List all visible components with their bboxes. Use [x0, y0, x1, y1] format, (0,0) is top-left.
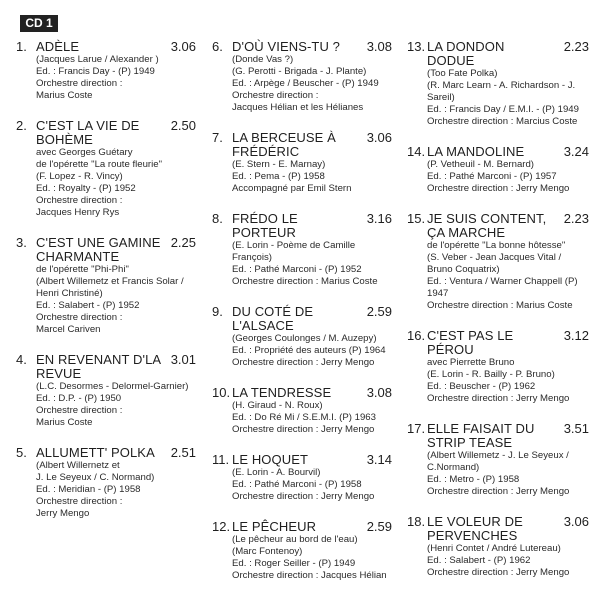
track-duration: 3.08 [366, 385, 392, 400]
track-duration: 2.23 [563, 211, 589, 226]
track-number: 10. [212, 385, 231, 400]
track-title: LA DONDON DODUE [427, 39, 505, 68]
track-title: ALLUMETT' POLKA [36, 445, 155, 460]
track-credits [427, 240, 589, 312]
track-number: 8. [212, 211, 223, 226]
track-title: DU COTÉ DE L'ALSACE [232, 304, 314, 333]
credit-line: Accompagné par Emil Stern [232, 183, 352, 194]
track-entry [212, 40, 392, 114]
credit-line: (L.C. Desormes - Delormel-Garnier) [36, 381, 189, 392]
tracklist-column-2 [212, 40, 392, 599]
track-duration: 2.23 [563, 39, 589, 54]
tracklist-column-3 [407, 40, 589, 596]
track-duration: 3.14 [366, 452, 392, 467]
credit-line: (E. Lorin - Poème de Camille François) [232, 240, 356, 263]
credit-line: Orchestre direction : Marcius Coste [427, 116, 578, 127]
credit-line: Orchestre direction : Jerry Mengo [232, 491, 375, 502]
track-title: LE HOQUET [232, 452, 309, 467]
track-number: 2. [16, 118, 27, 133]
credit-line: Ed. : Salabert - (P) 1952 [36, 300, 140, 311]
track-duration: 3.06 [563, 514, 589, 529]
track-credits [427, 450, 589, 498]
track-entry [212, 386, 392, 436]
credit-line: Orchestre direction : [36, 78, 123, 89]
track-duration: 3.16 [366, 211, 392, 226]
track-entry [212, 131, 392, 195]
track-entry [212, 453, 392, 503]
credit-line: Ed. : Roger Seiller - (P) 1949 [232, 558, 356, 569]
track-title: C'EST LA VIE DE BOHÈME [36, 118, 140, 147]
track-title: JE SUIS CONTENT, ÇA MARCHE [427, 211, 547, 240]
credit-line: (Albert Willernetz et [36, 460, 120, 471]
credit-line: Orchestre direction : Jerry Mengo [427, 393, 570, 404]
credit-line: Orchestre direction : [36, 405, 123, 416]
track-title: LA MANDOLINE [427, 144, 525, 159]
credit-line: Ed. : Ventura / Warner Chappell (P) 1947 [427, 276, 578, 299]
track-duration: 3.12 [563, 328, 589, 343]
track-entry [407, 515, 589, 579]
credit-line: (Jacques Larue / Alexander ) [36, 54, 159, 65]
track-title: ADÈLE [36, 39, 80, 54]
track-title: LE VOLEUR DE PERVENCHES [427, 514, 523, 543]
credit-line: Ed. : Metro - (P) 1958 [427, 474, 520, 485]
track-credits [232, 159, 392, 195]
credit-line: Orchestre direction : [232, 90, 319, 101]
credit-line: Marius Coste [36, 90, 93, 101]
track-duration: 3.24 [563, 144, 589, 159]
track-title: FRÉDO LE PORTEUR [232, 211, 298, 240]
track-number: 16. [407, 328, 426, 343]
track-credits [427, 543, 589, 579]
credit-line: (H. Giraud - N. Roux) [232, 400, 323, 411]
track-credits [36, 147, 196, 219]
track-entry [212, 520, 392, 582]
tracklist-column-1 [16, 40, 196, 537]
credit-line: (G. Perotti - Brigada - J. Plante) [232, 66, 367, 77]
credit-line: Jacques Hélian et les Hélianes [232, 102, 364, 113]
track-duration: 2.25 [170, 235, 196, 250]
credit-line: Marcel Cariven [36, 324, 101, 335]
track-number: 4. [16, 352, 27, 367]
track-number: 13. [407, 39, 426, 54]
track-entry [212, 212, 392, 288]
credit-line: Ed. : D.P. - (P) 1950 [36, 393, 122, 404]
credit-line: (Marc Fontenoy) [232, 546, 303, 557]
credit-line: (Albert Willemetz et Francis Solar / Henri Christiné) [36, 276, 184, 299]
track-duration: 3.06 [170, 39, 196, 54]
credit-line: avec Georges Guétary [36, 147, 133, 158]
track-entry [407, 422, 589, 498]
track-duration: 3.51 [563, 421, 589, 436]
track-number: 18. [407, 514, 426, 529]
credit-line: Ed. : Beuscher - (P) 1962 [427, 381, 536, 392]
track-credits [427, 68, 589, 128]
credit-line: de l'opérette "Phi-Phi" [36, 264, 129, 275]
track-title: D'OÙ VIENS-TU ? [232, 39, 340, 54]
credit-line: (Henri Contet / André Lutereau) [427, 543, 561, 554]
credit-line: (E. Stern - E. Marnay) [232, 159, 326, 170]
track-duration: 2.59 [366, 304, 392, 319]
credit-line: Orchestre direction : [36, 195, 123, 206]
track-number: 6. [212, 39, 223, 54]
track-entry [16, 353, 196, 429]
track-title: ELLE FAISAIT DU STRIP TEASE [427, 421, 535, 450]
track-title: LA BERCEUSE À FRÉDÉRIC [232, 130, 336, 159]
credit-line: Ed. : Royalty - (P) 1952 [36, 183, 136, 194]
track-entry [407, 40, 589, 128]
credit-line: Ed. : Propriété des auteurs (P) 1964 [232, 345, 386, 356]
track-entry [407, 212, 589, 312]
track-duration: 3.08 [366, 39, 392, 54]
track-number: 11. [212, 452, 230, 467]
track-title: LA TENDRESSE [232, 385, 332, 400]
credit-line: (Too Fate Polka) [427, 68, 498, 79]
credit-line: J. Le Seyeux / C. Normand) [36, 472, 155, 483]
track-number: 17. [407, 421, 426, 436]
credit-line: Ed. : Pema - (P) 1958 [232, 171, 325, 182]
credit-line: de l'opérette "La route fleurie" [36, 159, 162, 170]
credit-line: Ed. : Salabert - (P) 1962 [427, 555, 531, 566]
disc-label: CD 1 [20, 15, 58, 32]
credit-line: Orchestre direction : Jerry Mengo [232, 424, 375, 435]
track-title: EN REVENANT D'LA REVUE [36, 352, 161, 381]
track-credits [427, 159, 589, 195]
credit-line: Orchestre direction : Marius Coste [232, 276, 378, 287]
track-credits [232, 240, 392, 288]
track-credits [232, 534, 392, 582]
credit-line: Orchestre direction : Jerry Mengo [427, 567, 570, 578]
credit-line: Orchestre direction : [36, 312, 123, 323]
credit-line: Orchestre direction : Jacques Hélian [232, 570, 387, 581]
credit-line: Ed. : Meridian - (P) 1958 [36, 484, 141, 495]
credit-line: Orchestre direction : Jerry Mengo [427, 183, 570, 194]
track-credits [232, 467, 392, 503]
track-credits [36, 264, 196, 336]
credit-line: Ed. : Pathé Marconi - (P) 1957 [427, 171, 557, 182]
track-number: 12. [212, 519, 231, 534]
track-entry [16, 119, 196, 219]
credit-line: (R. Marc Learn - A. Richardson - J. Sareil) [427, 80, 576, 103]
track-entry [16, 40, 196, 102]
track-entry [16, 236, 196, 336]
track-entry [407, 329, 589, 405]
credit-line: (Le pêcheur au bord de l'eau) [232, 534, 358, 545]
credit-line: Ed. : Do Ré Mi / S.E.M.I. (P) 1963 [232, 412, 376, 423]
credit-line: (E. Lorin - A. Bourvil) [232, 467, 321, 478]
credit-line: (E. Lorin - R. Bailly - P. Bruno) [427, 369, 555, 380]
track-title: C'EST UNE GAMINE CHARMANTE [36, 235, 161, 264]
track-number: 14. [407, 144, 426, 159]
credit-line: Ed. : Francis Day - (P) 1949 [36, 66, 155, 77]
track-duration: 2.51 [170, 445, 196, 460]
track-credits [232, 333, 392, 369]
track-credits [232, 400, 392, 436]
track-title: LE PÊCHEUR [232, 519, 317, 534]
track-entry [16, 446, 196, 520]
credit-line: Ed. : Pathé Marconi - (P) 1958 [232, 479, 362, 490]
track-credits [36, 54, 196, 102]
credit-line: de l'opérette "La bonne hôtesse" [427, 240, 566, 251]
credit-line: Marius Coste [36, 417, 93, 428]
credit-line: (Albert Willemetz - J. Le Seyeux / C.Normand) [427, 450, 569, 473]
credit-line: Orchestre direction : Jerry Mengo [427, 486, 570, 497]
credit-line: (Donde Vas ?) [232, 54, 294, 65]
track-number: 7. [212, 130, 223, 145]
credit-line: (S. Veber - Jean Jacques Vital / Bruno Coquatrix) [427, 252, 562, 275]
credit-line: Jerry Mengo [36, 508, 90, 519]
track-duration: 3.06 [366, 130, 392, 145]
credit-line: (Georges Coulonges / M. Auzepy) [232, 333, 377, 344]
credit-line: Ed. : Francis Day / E.M.I. - (P) 1949 [427, 104, 579, 115]
track-credits [427, 357, 589, 405]
track-number: 15. [407, 211, 426, 226]
track-number: 1. [16, 39, 27, 54]
credit-line: Ed. : Arpège / Beuscher - (P) 1949 [232, 78, 379, 89]
track-duration: 2.50 [170, 118, 196, 133]
credit-line: Ed. : Pathé Marconi - (P) 1952 [232, 264, 362, 275]
credit-line: avec Pierrette Bruno [427, 357, 515, 368]
track-duration: 3.01 [170, 352, 196, 367]
credit-line: Jacques Henry Rys [36, 207, 120, 218]
track-entry [212, 305, 392, 369]
credit-line: (P. Vetheuil - M. Bernard) [427, 159, 535, 170]
track-title: C'EST PAS LE PÉROU [427, 328, 514, 357]
track-credits [232, 54, 392, 114]
track-number: 3. [16, 235, 27, 250]
track-entry [407, 145, 589, 195]
track-credits [36, 460, 196, 520]
credit-line: Orchestre direction : Jerry Mengo [232, 357, 375, 368]
track-number: 9. [212, 304, 223, 319]
credit-line: (F. Lopez - R. Vincy) [36, 171, 123, 182]
credit-line: Orchestre direction : Marius Coste [427, 300, 573, 311]
credit-line: Orchestre direction : [36, 496, 123, 507]
track-credits [36, 381, 196, 429]
track-number: 5. [16, 445, 27, 460]
track-duration: 2.59 [366, 519, 392, 534]
